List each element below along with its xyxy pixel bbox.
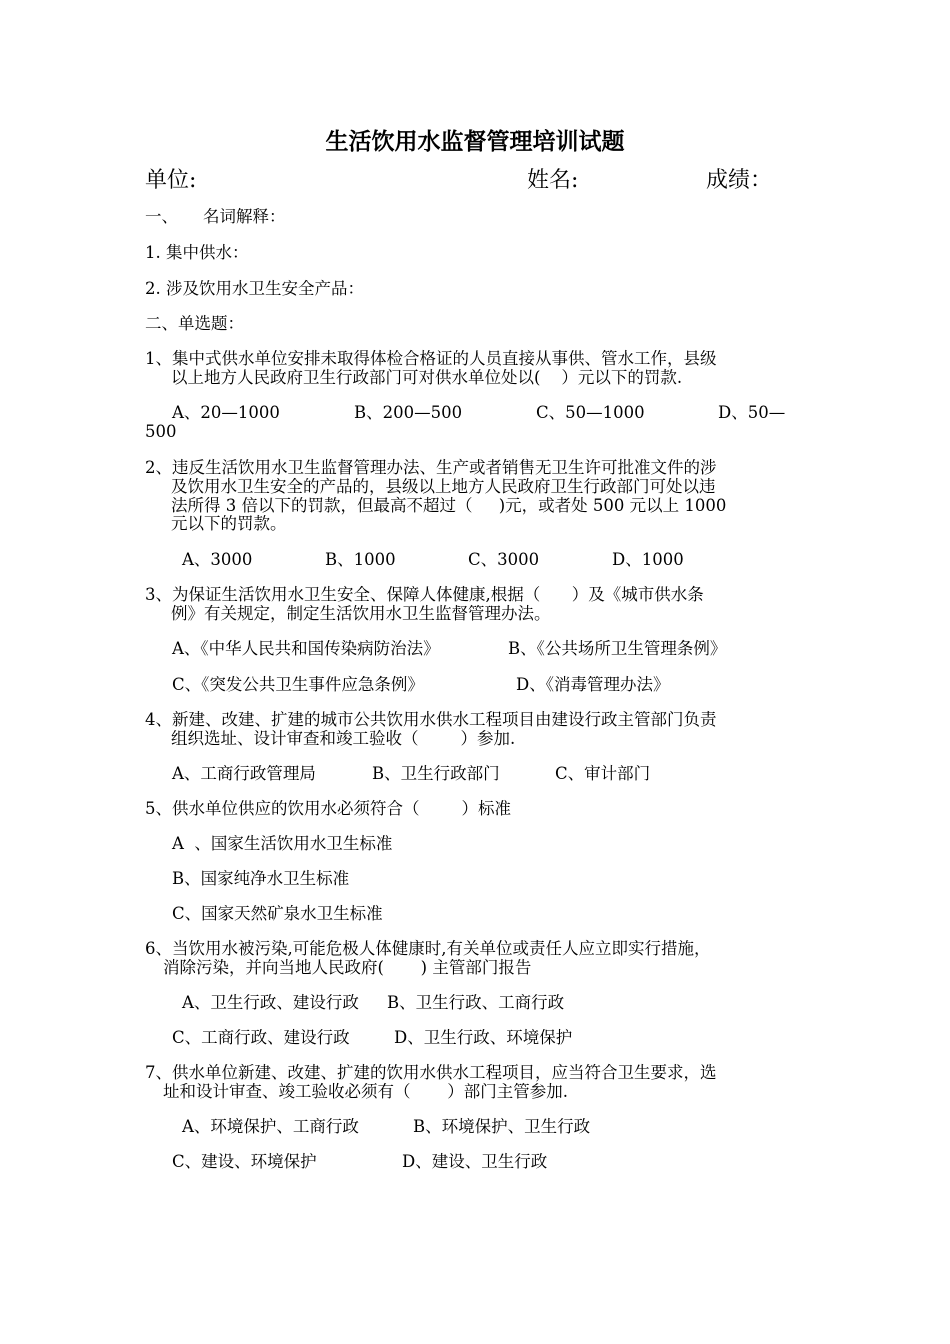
unit-label: 单位: [145,168,197,193]
question-3-line-1: 3、为保证生活饮用水卫生安全、保障人体健康,根据（ ）及《城市供水条 [145,585,704,604]
q4-option-a: A、工商行政管理局 [172,764,316,783]
question-2-line-3: 法所得 3 倍以下的罚款，但最高不超过（ )元，或者处 500 元以上 1000 [171,496,727,515]
q7-option-c: C、建设、环境保护 [172,1152,317,1171]
question-7-line-1: 7、供水单位新建、改建、扩建的饮用水供水工程项目，应当符合卫生要求，选 [145,1063,717,1082]
q1-option-a: A、20—1000 [172,403,280,422]
q3-option-c: C、《突发公共卫生事件应急条例》 [172,675,424,694]
q7-option-d: D、建设、卫生行政 [402,1152,548,1171]
term-item-1: 1. 集中供水： [145,243,249,262]
section1-number: 一、 [145,207,178,226]
q4-option-c: C、审计部门 [555,764,651,783]
q6-option-c: C、工商行政、建设行政 [172,1028,350,1047]
q2-option-c: C、3000 [468,550,540,569]
q2-option-d: D、1000 [612,550,684,569]
q6-option-b: B、卫生行政、工商行政 [387,993,565,1012]
q2-option-a: A、3000 [182,550,253,569]
question-6-line-1: 6、当饮用水被污染,可能危极人体健康时,有关单位或责任人应立即实行措施， [145,939,711,958]
q3-option-b: B、《公共场所卫生管理条例》 [508,639,727,658]
question-2-line-2: 及饮用水卫生安全的产品的，县级以上地方人民政府卫生行政部门可处以违 [171,477,716,496]
term-item-2: 2. 涉及饮用水卫生安全产品： [145,279,364,298]
q5-option-b: B、国家纯净水卫生标准 [172,869,350,888]
question-1-line-1: 1、集中式供水单位安排未取得体检合格证的人员直接从事供、管水工作，县级 [145,349,717,368]
question-6-line-2: 消除污染，并向当地人民政府( ) 主管部门报告 [163,958,532,977]
question-1-line-2: 以上地方人民政府卫生行政部门可对供水单位处以( ）元以下的罚款. [171,368,683,387]
question-4-line-2: 组织选址、设计审查和竣工验收（ ）参加. [171,729,516,748]
question-7-line-2: 址和设计审查、竣工验收必须有（ ）部门主管参加. [163,1082,568,1101]
page-title: 生活饮用水监督管理培训试题 [325,128,625,155]
question-2-line-4: 元以下的罚款。 [171,514,287,533]
q3-option-d: D、《消毒管理办法》 [516,675,670,694]
question-5-line-1: 5、供水单位供应的饮用水必须符合（ ）标准 [145,799,511,818]
name-label: 姓名: [527,168,579,193]
score-label: 成绩： [706,168,773,193]
question-4-line-1: 4、新建、改建、扩建的城市公共饮用水供水工程项目由建设行政主管部门负责 [145,710,717,729]
q5-option-a: A 、国家生活饮用水卫生标准 [172,834,393,853]
q1-option-c: C、50—1000 [536,403,645,422]
q1-option-b: B、200—500 [354,403,463,422]
q6-option-d: D、卫生行政、环境保护 [394,1028,573,1047]
q2-option-b: B、1000 [325,550,396,569]
section2-heading: 二、单选题： [145,314,244,333]
q7-option-b: B、环境保护、卫生行政 [413,1117,591,1136]
question-3-line-2: 例》有关规定，制定生活饮用水卫生监督管理办法。 [171,604,551,623]
question-2-line-1: 2、违反生活饮用水卫生监督管理办法、生产或者销售无卫生许可批准文件的涉 [145,458,717,477]
q1-option-d-wrap: 500 [145,422,177,441]
q4-option-b: B、卫生行政部门 [372,764,500,783]
q5-option-c: C、国家天然矿泉水卫生标准 [172,904,383,923]
section1-heading: 名词解释： [203,207,286,226]
q7-option-a: A、环境保护、工商行政 [182,1117,359,1136]
q1-option-d: D、50— [718,403,786,422]
q3-option-a: A、《中华人民共和国传染病防治法》 [172,639,440,658]
q6-option-a: A、卫生行政、建设行政 [182,993,359,1012]
